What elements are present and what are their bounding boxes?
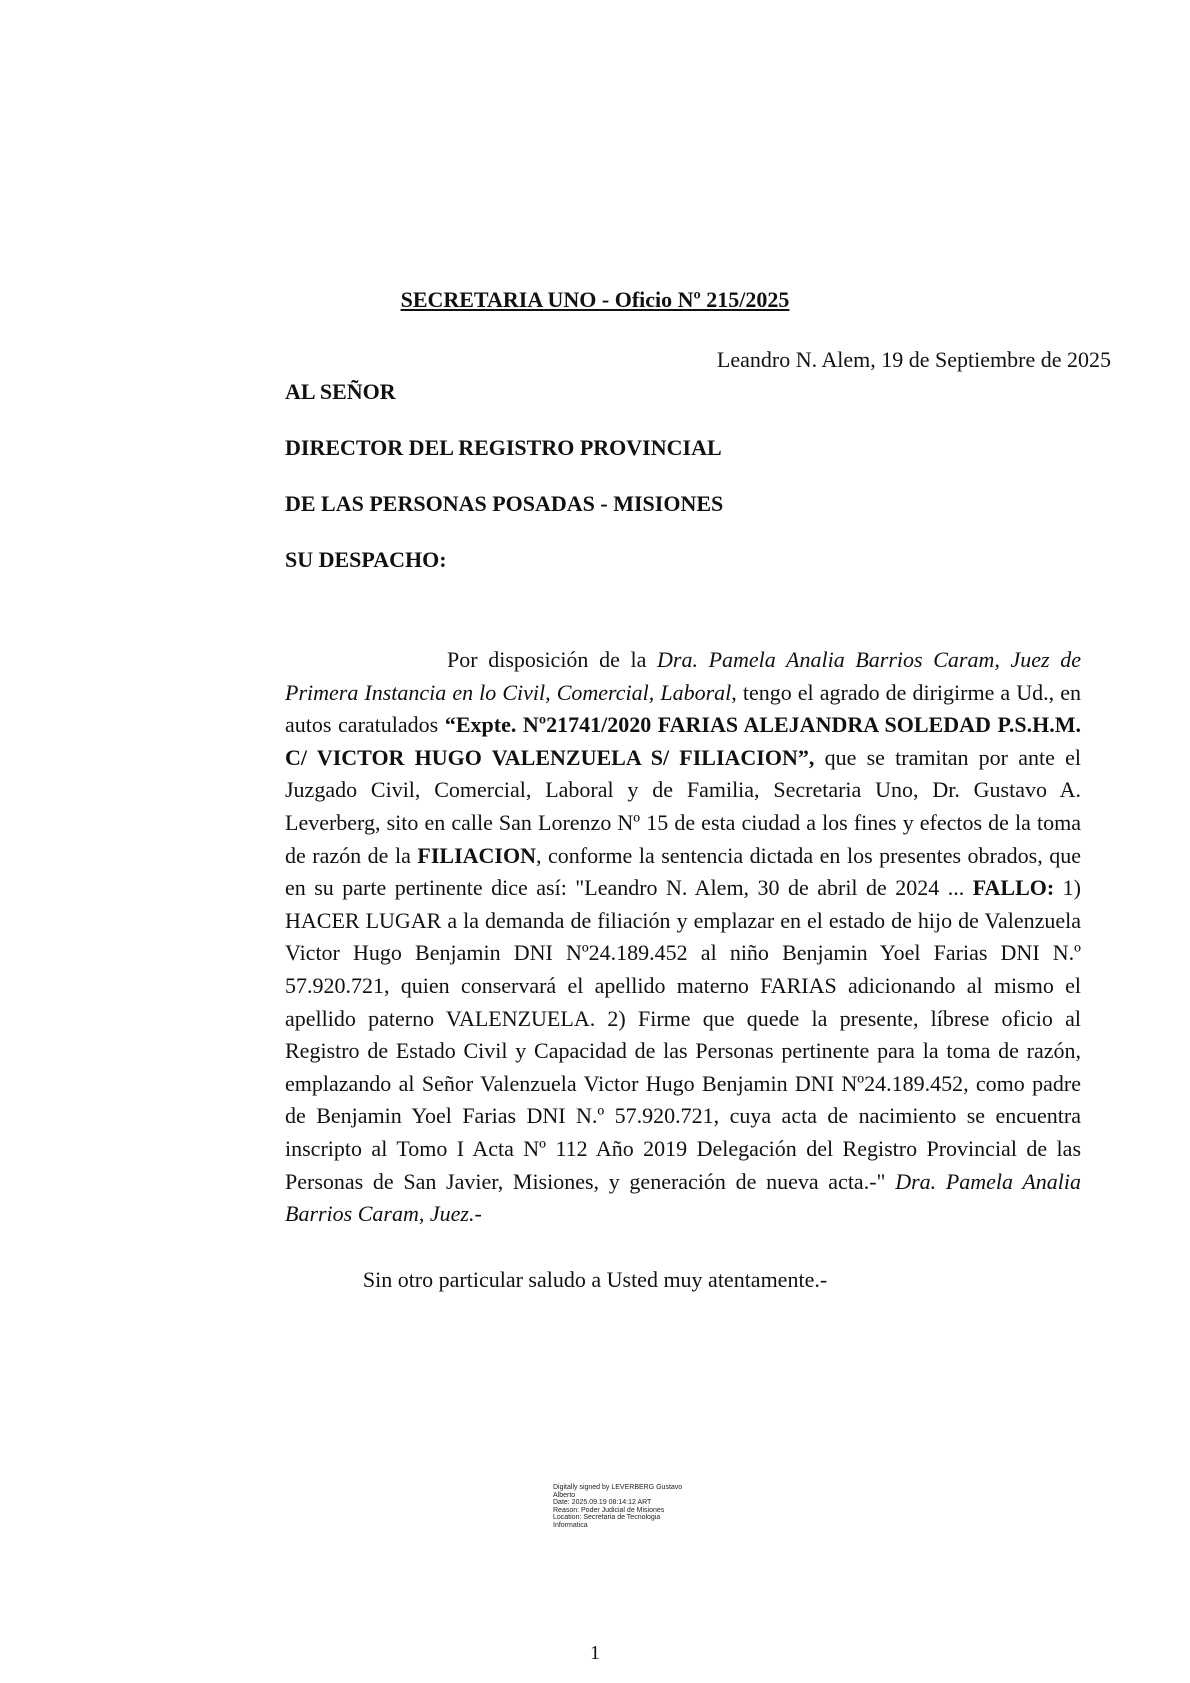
filiacion-keyword: FILIACION	[417, 842, 536, 868]
body-text-2: , tengo el agrado de dirigirme a Ud., en autos caratulados	[285, 679, 1081, 738]
signature-line: Digitally signed by LEVERBERG Gustavo	[553, 1484, 683, 1491]
judge-title: Dra. Pamela Analia Barrios Caram, Juez de Primera Instancia en lo Civil, Comercial, Laboral	[285, 647, 1081, 705]
case-title: “Expte. Nº21741/2020 FARIAS ALEJANDRA SOLEDAD P.S.H.M. C/ VICTOR HUGO VALENZUELA S/ FILIACION”,	[285, 712, 1082, 770]
signature-line: Date: 2025.09.19 08:14:12 ART	[553, 1499, 652, 1507]
fallo-keyword: FALLO:	[972, 875, 1055, 901]
signature-line: Alberto	[553, 1491, 576, 1499]
body-text-3: que se tramitan por ante el Juzgado Civil, Comercial, Laboral y de Familia, Secretaria Uno, Dr. Gustavo A. Leverberg, sito en calle San Lorenzo Nº 15 de esta ciudad a los fines y efectos de la toma de razón de la	[285, 744, 1081, 868]
page-title	[0, 286, 1190, 314]
addressee-line-1: AL SEÑOR	[285, 379, 396, 404]
signature-line: Location: Secretaria de Tecnologia	[553, 1514, 661, 1522]
body-text-4: , conforme la sentencia dictada en los presentes obrados, que en su parte pertinente dice así: "Leandro N. Alem, 30 de abril de 2024 ...	[285, 842, 1081, 901]
body-text-1: Por disposición de la	[447, 647, 657, 672]
digital-signature-block	[553, 1484, 693, 1530]
signature-line: Reason: Poder Judicial de Misiones	[553, 1506, 665, 1514]
oficio-title: SECRETARIA UNO - Oficio Nº 215/2025	[400, 287, 790, 312]
page-number: 1	[590, 1642, 600, 1664]
closing-line: Sin otro particular saludo a Usted muy atentamente.-	[362, 1267, 828, 1292]
judge-signature-text: Dra. Pamela Analia Barrios Caram, Juez.-	[285, 1168, 1081, 1227]
addressee-line-3: DE LAS PERSONAS POSADAS - MISIONES	[285, 491, 724, 516]
signature-line: Informatica	[553, 1521, 588, 1529]
date-line: Leandro N. Alem, 19 de Septiembre de 2025	[716, 347, 1111, 372]
body-paragraph	[285, 644, 1081, 1231]
addressee-line-4: SU DESPACHO:	[285, 547, 447, 572]
body-text-5: 1) HACER LUGAR a la demanda de filiación y emplazar en el estado de hijo de Valenzuela Victor Hugo Benjamin DNI Nº24.189.452 al niño Benjamin Yoel Farias DNI N.º 57.920.721, quien conservará el apellido materno FARIAS adicionando al mismo el apellido paterno VALENZUELA. 2) Firme que quede la presente, líbrese oficio al Registro de Estado Civil y Capacidad de las Personas pertinente para la toma de razón, emplazando al Señor Valenzuela Victor Hugo Benjamin DNI Nº24.189.452, como padre de Benjamin Yoel Farias DNI N.º 57.920.721, cuya acta de nacimiento se encuentra inscripto al Tomo I Acta Nº 112 Año 2019 Delegación del Registro Provincial de las Personas de San Javier, Misiones, y generación de nueva acta.-"	[285, 875, 1081, 1194]
addressee-line-2: DIRECTOR DEL REGISTRO PROVINCIAL	[285, 435, 722, 460]
